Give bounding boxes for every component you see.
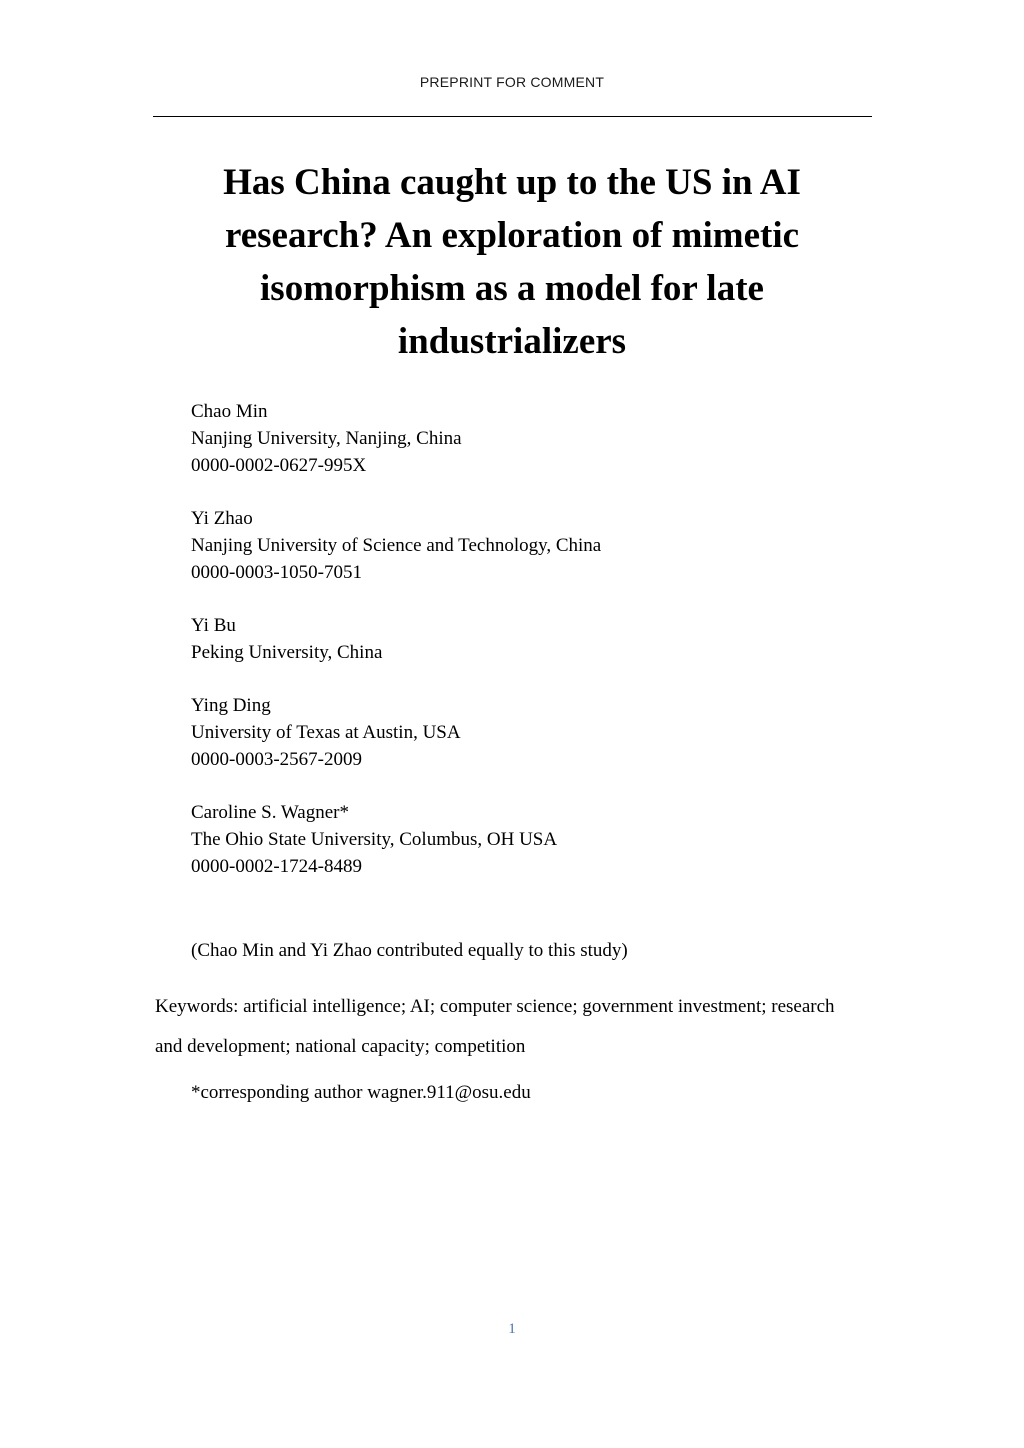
author-affiliation: Nanjing University, Nanjing, China (191, 428, 462, 449)
author-affiliation: University of Texas at Austin, USA (191, 722, 461, 743)
author-affiliation: Nanjing University of Science and Technology, China (191, 535, 602, 556)
author-affiliation: Peking University, China (191, 642, 383, 663)
running-header: PREPRINT FOR COMMENT (419, 74, 605, 90)
equal-contribution-note: (Chao Min and Yi Zhao contributed equally to this study) (191, 940, 628, 961)
author-block (191, 398, 871, 479)
author-name: Chao Min (191, 401, 268, 422)
author-block (191, 505, 871, 586)
author-list (191, 398, 871, 906)
author-orcid: 0000-0002-1724-8489 (191, 856, 362, 877)
author-orcid: 0000-0003-2567-2009 (191, 749, 362, 770)
author-block (191, 612, 871, 666)
page-number: 1 (508, 1321, 516, 1337)
author-name: Caroline S. Wagner* (191, 802, 350, 823)
paper-title: Has China caught up to the US in AI research? An exploration of mimetic isomorphism as a model for late industrializers (223, 162, 801, 362)
author-block (191, 799, 871, 880)
author-block (191, 692, 871, 773)
author-orcid: 0000-0002-0627-995X (191, 455, 367, 476)
author-name: Yi Bu (191, 615, 236, 636)
author-name: Yi Zhao (191, 508, 253, 529)
author-affiliation: The Ohio State University, Columbus, OH USA (191, 829, 558, 850)
keywords: Keywords: artificial intelligence; AI; computer science; government investment; research and development; national capacity; competition (155, 996, 835, 1057)
author-orcid: 0000-0003-1050-7051 (191, 562, 362, 583)
author-name: Ying Ding (191, 695, 271, 716)
corresponding-author-note: *corresponding author wagner.911@osu.edu (191, 1082, 531, 1103)
header-divider (153, 116, 872, 117)
